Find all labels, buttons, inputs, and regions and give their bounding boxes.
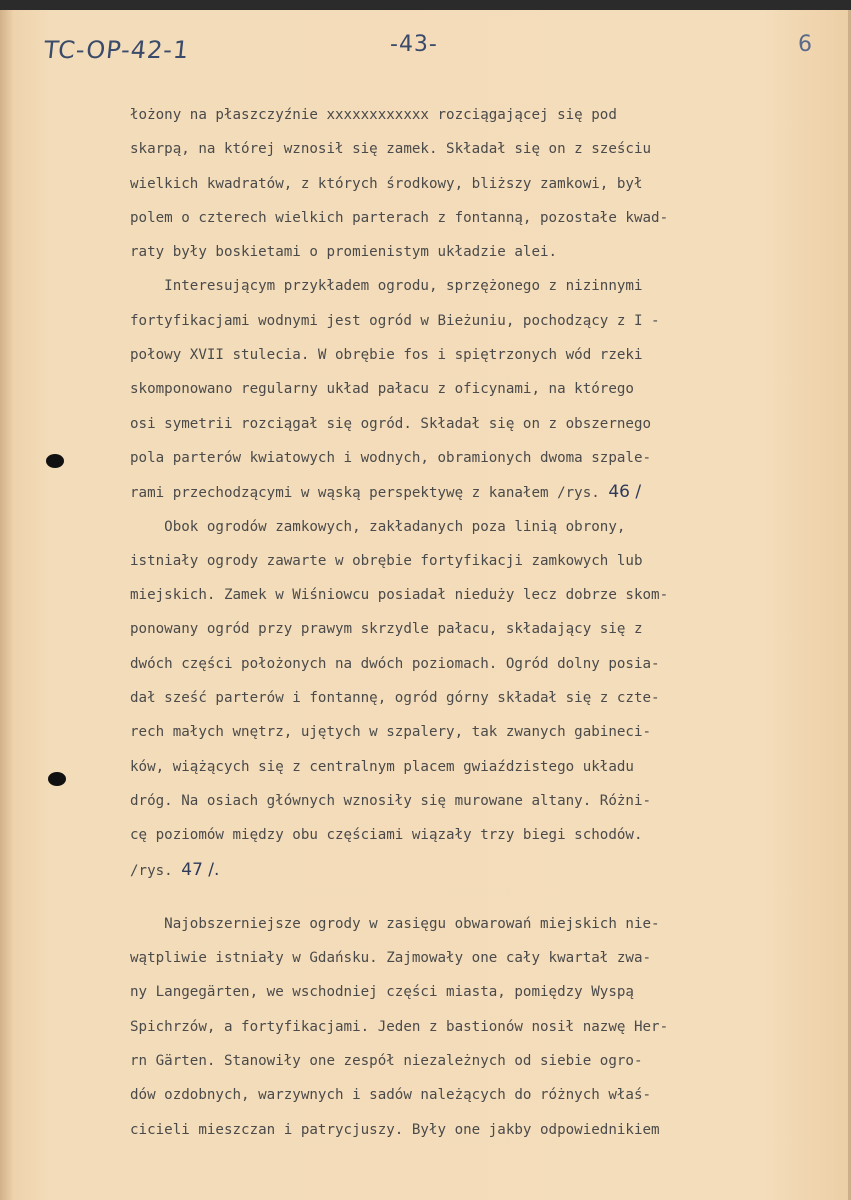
- text-line: [130, 475, 842, 509]
- text-line: [130, 647, 842, 681]
- line-text: Spichrzów, a fortyfikacjami. Jeden z bastionów nosił nazwę Her-: [130, 1018, 669, 1035]
- text-line: [130, 544, 842, 578]
- document-page: [0, 10, 848, 1200]
- line-text: połowy XVII stulecia. W obrębie fos i spiętrzonych wód rzeki: [130, 347, 643, 364]
- text-line: [130, 132, 842, 166]
- line-text: Interesującym przykładem ogrodu, sprzężonego z nizinnymi: [130, 278, 643, 295]
- text-line: [130, 98, 842, 132]
- line-text: cicieli mieszczan i patrycjuszy. Były one jakby odpowiednikiem: [130, 1121, 660, 1138]
- line-text: rech małych wnętrz, ujętych w szpalery, tak zwanych gabineci-: [130, 724, 652, 741]
- text-line: [130, 304, 842, 338]
- line-text: raty były boskietami o promienistym układzie alei.: [130, 244, 558, 261]
- text-line: [130, 510, 842, 544]
- text-line: [130, 407, 842, 441]
- text-line: [130, 1113, 842, 1147]
- archive-code: TC-OP-42-1: [42, 36, 191, 64]
- sheet-number: 6: [798, 32, 813, 57]
- page-fold-shadow: [0, 10, 14, 1200]
- line-text: łożony na płaszczyźnie xxxxxxxxxxxx rozciągającej się pod: [130, 107, 617, 123]
- text-line: [130, 372, 842, 406]
- text-line: [130, 784, 842, 818]
- line-text: skarpą, na której wznosił się zamek. Składał się on z sześciu: [130, 141, 652, 158]
- text-line: [130, 907, 842, 941]
- line-text: miejskich. Zamek w Wiśniowcu posiadał nieduży lecz dobrze skom-: [130, 587, 669, 604]
- text-line: [130, 1010, 842, 1044]
- text-line: [130, 269, 842, 303]
- text-line: [130, 167, 842, 201]
- handwritten-figure-ref: 46 /: [608, 482, 642, 503]
- line-text: Najobszerniejsze ogrody w zasięgu obwarowań miejskich nie-: [130, 915, 660, 932]
- text-line: [130, 1078, 842, 1112]
- handwritten-figure-ref: 47 /.: [181, 859, 220, 880]
- text-line: [130, 235, 842, 269]
- line-text: wielkich kwadratów, z których środkowy, bliższy zamkowi, był: [130, 175, 643, 192]
- punch-hole-top: [46, 454, 64, 468]
- text-line: [130, 750, 842, 784]
- line-text: Obok ogrodów zamkowych, zakładanych poza linią obrony,: [130, 518, 626, 535]
- text-line: [130, 853, 842, 887]
- text-line: [130, 612, 842, 646]
- text-line: [130, 681, 842, 715]
- line-text: dał sześć parterów i fontannę, ogród górny składał się z czte-: [130, 690, 660, 707]
- line-text: ków, wiążących się z centralnym placem gwiaździstego układu: [130, 758, 634, 775]
- text-line: [130, 818, 842, 852]
- text-line: [130, 715, 842, 749]
- line-text: osi symetrii rozciągał się ogród. Składał się on z obszernego: [130, 415, 652, 432]
- line-text: dróg. Na osiach głównych wznosiły się murowane altany. Różni-: [130, 792, 652, 809]
- text-line: [130, 578, 842, 612]
- line-text: ny Langegärten, we wschodniej części miasta, pomiędzy Wyspą: [130, 984, 634, 1001]
- text-line: [130, 941, 842, 975]
- text-line: [130, 1044, 842, 1078]
- line-text: rami przechodzącymi w wąską perspektywę z kanałem /rys.: [130, 485, 600, 502]
- line-text: /rys.: [130, 862, 173, 879]
- line-text: skomponowano regularny układ pałacu z oficynami, na którego: [130, 381, 634, 398]
- line-text: wątpliwie istniały w Gdańsku. Zajmowały one cały kwartał zwa-: [130, 950, 652, 967]
- line-text: fortyfikacjami wodnymi jest ogród w Bieżuniu, pochodzący z I -: [130, 312, 660, 329]
- page-number: -43-: [390, 32, 438, 57]
- punch-hole-bottom: [48, 772, 66, 786]
- line-text: polem o czterech wielkich parterach z fontanną, pozostałe kwad-: [130, 209, 669, 226]
- line-text: cę poziomów między obu częściami wiązały trzy biegi schodów.: [130, 827, 643, 844]
- line-text: dwóch części położonych na dwóch poziomach. Ogród dolny posia-: [130, 655, 660, 672]
- line-text: pola parterów kwiatowych i wodnych, obramionych dwoma szpale-: [130, 449, 652, 466]
- text-line: [130, 975, 842, 1009]
- line-text: ponowany ogród przy prawym skrzydle pałacu, składający się z: [130, 621, 643, 638]
- line-text: dów ozdobnych, warzywnych i sadów należących do różnych właś-: [130, 1087, 652, 1104]
- text-line: [130, 441, 842, 475]
- paragraph-gap: [130, 887, 842, 907]
- text-line: [130, 201, 842, 235]
- line-text: rn Gärten. Stanowiły one zespół niezależnych od siebie ogro-: [130, 1053, 643, 1070]
- line-text: istniały ogrody zawarte w obrębie fortyfikacji zamkowych lub: [130, 552, 643, 569]
- text-line: [130, 338, 842, 372]
- body-text: [130, 98, 842, 1147]
